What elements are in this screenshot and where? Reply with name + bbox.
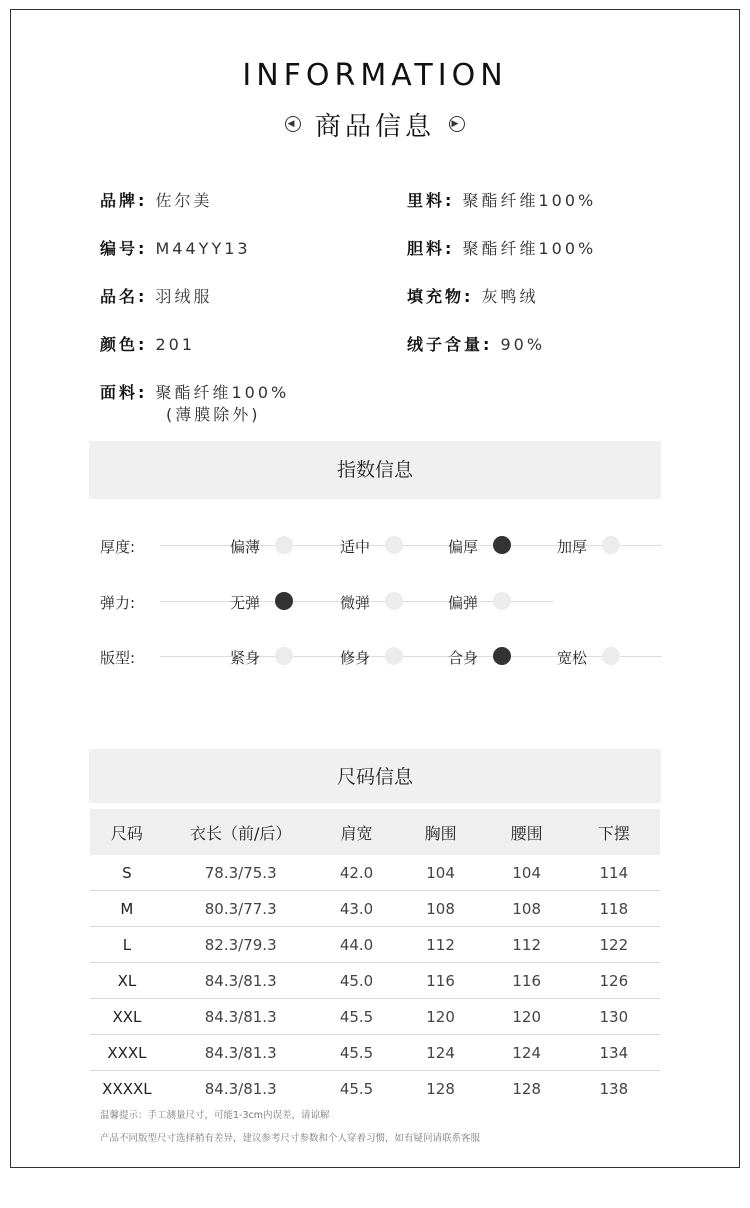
size-cell: 84.3/81.3 — [164, 963, 318, 999]
size-cell: XXXL — [90, 1035, 164, 1071]
size-cell: 122 — [568, 927, 660, 963]
size-col-header: 腰围 — [486, 809, 568, 855]
size-cell: 104 — [395, 855, 485, 891]
size-cell: 108 — [395, 891, 485, 927]
size-col-header: 肩宽 — [318, 809, 396, 855]
index-dot — [493, 592, 511, 610]
size-cell: L — [90, 927, 164, 963]
size-cell: 134 — [568, 1035, 660, 1071]
index-option: 修身 — [340, 649, 371, 667]
index-dot — [602, 536, 620, 554]
index-option: 紧身 — [230, 649, 261, 667]
info-name: 品名: 羽绒服 — [100, 287, 213, 306]
table-row — [90, 999, 660, 1035]
size-cell: 82.3/79.3 — [164, 927, 318, 963]
size-cell: 104 — [486, 855, 568, 891]
size-cell: 116 — [486, 963, 568, 999]
table-row — [90, 1071, 660, 1107]
info-brand: 品牌: 佐尔美 — [100, 191, 213, 210]
size-cell: 124 — [486, 1035, 568, 1071]
size-cell: 84.3/81.3 — [164, 1035, 318, 1071]
title-en: INFORMATION — [242, 58, 508, 93]
size-cell: XXXXL — [102, 1079, 152, 1098]
circle-right-arrow-icon: ▶ — [449, 116, 465, 132]
index-dot-selected — [493, 647, 511, 665]
note-measurement: 温馨提示：手工测量尺寸，可能1-3cm内误差，请谅解 — [100, 1110, 330, 1121]
size-cell: 108 — [486, 891, 568, 927]
size-cell: 118 — [568, 891, 660, 927]
size-cell: 128 — [426, 1079, 455, 1098]
info-color: 颜色: 201 — [100, 335, 196, 354]
info-fabric-note: (薄膜除外) — [166, 405, 261, 424]
size-cell: 112 — [395, 927, 485, 963]
index-option: 宽松 — [557, 649, 588, 667]
circle-left-arrow-icon: ◀ — [285, 116, 301, 132]
size-cell: 138 — [599, 1079, 629, 1098]
index-option: 偏薄 — [230, 538, 261, 556]
index-option: 加厚 — [557, 538, 588, 556]
info-fabric: 面料: 聚酯纤维100% — [100, 383, 290, 402]
size-cell: 124 — [395, 1035, 485, 1071]
table-row — [90, 963, 660, 999]
index-option: 适中 — [340, 538, 371, 556]
table-row — [90, 891, 660, 927]
index-dot — [275, 536, 293, 554]
index-option: 微弹 — [340, 594, 371, 612]
info-inner: 胆料: 聚酯纤维100% — [407, 239, 597, 258]
title-cn-row — [0, 106, 750, 142]
table-row — [90, 927, 660, 963]
size-cell: XXL — [90, 999, 164, 1035]
size-cell: 120 — [395, 999, 485, 1035]
size-col-header: 尺码 — [90, 809, 164, 855]
index-label-thickness: 厚度: — [100, 538, 136, 556]
size-col-header: 胸围 — [395, 809, 485, 855]
size-table — [90, 809, 660, 1106]
size-cell: 45.5 — [318, 999, 396, 1035]
size-cell: 42.0 — [318, 855, 396, 891]
info-filling: 填充物: 灰鸭绒 — [407, 287, 539, 306]
index-option: 偏厚 — [448, 538, 479, 556]
info-down-content: 绒子含量: 90% — [407, 335, 546, 354]
size-col-header: 衣长（前/后） — [164, 809, 318, 855]
index-dot — [275, 647, 293, 665]
index-label-fit: 版型: — [100, 649, 136, 667]
index-dot — [385, 592, 403, 610]
index-option: 偏弹 — [448, 594, 479, 612]
size-cell: 45.0 — [318, 963, 396, 999]
size-cell: 43.0 — [318, 891, 396, 927]
index-header: 指数信息 — [89, 441, 661, 499]
size-cell: XL — [90, 963, 164, 999]
table-row — [90, 855, 660, 891]
size-cell: 116 — [395, 963, 485, 999]
index-dot — [602, 647, 620, 665]
size-cell: 126 — [568, 963, 660, 999]
index-label-elasticity: 弹力: — [100, 594, 136, 612]
size-cell: 114 — [568, 855, 660, 891]
size-cell: 45.5 — [318, 1035, 396, 1071]
size-header: 尺码信息 — [89, 749, 661, 803]
size-cell: 44.0 — [318, 927, 396, 963]
index-option: 合身 — [448, 649, 479, 667]
size-cell: 120 — [486, 999, 568, 1035]
table-row — [90, 1035, 660, 1071]
index-option: 无弹 — [230, 594, 261, 612]
info-number: 编号: M44YY13 — [100, 239, 251, 258]
index-dot-selected — [493, 536, 511, 554]
info-lining: 里料: 聚酯纤维100% — [407, 191, 597, 210]
size-cell: 130 — [568, 999, 660, 1035]
size-table-header-row — [90, 809, 660, 855]
size-cell: S — [90, 855, 164, 891]
size-cell: 128 — [512, 1079, 541, 1098]
size-cell: 78.3/75.3 — [164, 855, 318, 891]
size-col-header: 下摆 — [568, 809, 660, 855]
index-dot — [385, 536, 403, 554]
index-dot — [385, 647, 403, 665]
size-cell: 112 — [486, 927, 568, 963]
index-dot-selected — [275, 592, 293, 610]
title-cn: 商品信息 — [314, 111, 435, 142]
size-cell: 84.3/81.3 — [164, 999, 318, 1035]
size-cell: 45.5 — [339, 1079, 374, 1098]
size-cell: M — [90, 891, 164, 927]
size-cell: 84.3/81.3 — [204, 1079, 277, 1098]
note-size-advice: 产品不同版型尺寸选择稍有差异，建议参考尺寸参数和个人穿着习惯，如有疑问请联系客服 — [100, 1133, 481, 1144]
size-cell: 80.3/77.3 — [164, 891, 318, 927]
